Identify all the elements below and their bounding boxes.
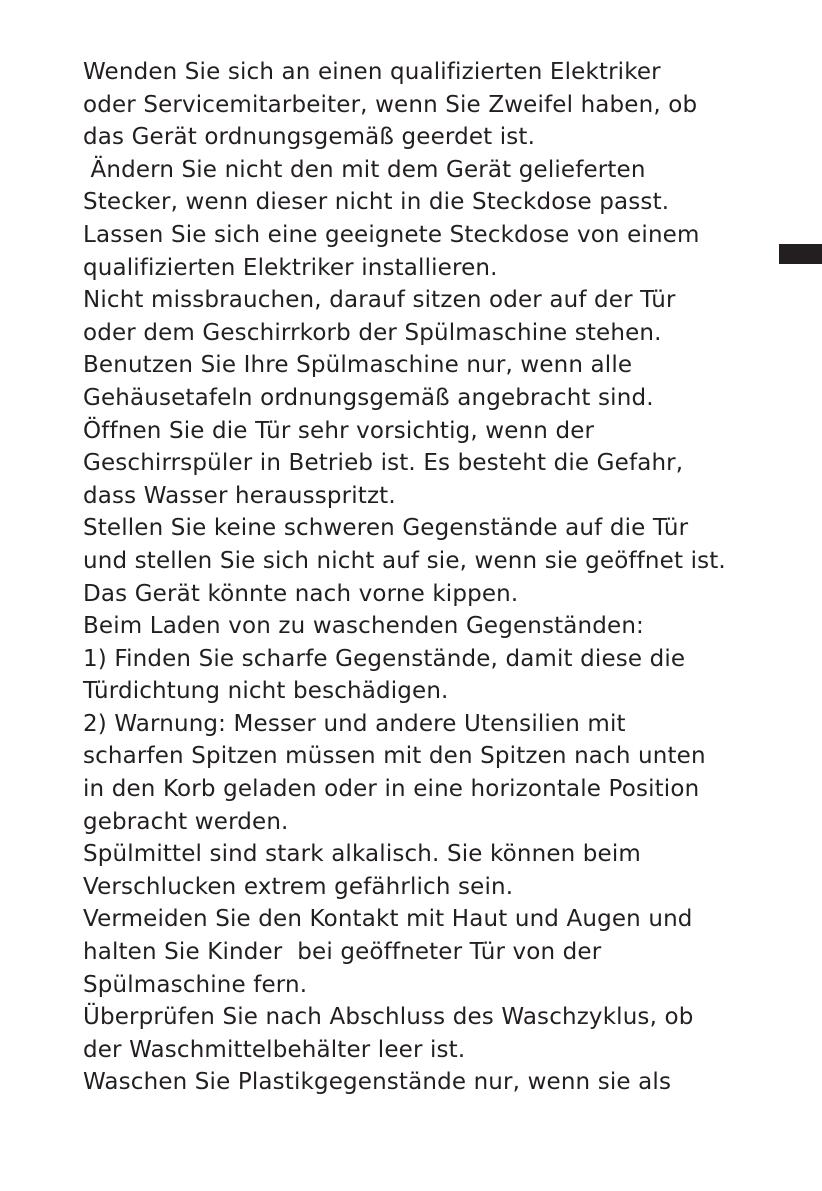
text-line: 1) Finden Sie scharfe Gegenstände, damit diese die <box>83 645 686 672</box>
text-line: Waschen Sie Plastikgegenstände nur, wenn sie als <box>83 1069 672 1096</box>
text-line: Gehäusetafeln ordnungsgemäß angebracht sind. <box>83 384 654 411</box>
text-line: scharfen Spitzen müssen mit den Spitzen nach unten <box>83 743 706 770</box>
text-line: Geschirrspüler in Betrieb ist. Es besteht die Gefahr, <box>83 450 684 477</box>
text-line: Überprüfen Sie nach Abschluss des Waschzyklus, ob <box>83 1004 694 1031</box>
text-line: oder dem Geschirrkorb der Spülmaschine stehen. <box>83 319 662 346</box>
text-line: dass Wasser herausspritzt. <box>83 482 396 509</box>
text-line: Stellen Sie keine schweren Gegenstände auf die Tür <box>83 515 689 542</box>
text-line: Nicht missbrauchen, darauf sitzen oder auf der Tür <box>83 287 676 314</box>
text-line: halten Sie Kinder bei geöffneter Tür von der <box>83 939 602 966</box>
text-line: qualifizierten Elektriker installieren. <box>83 254 498 281</box>
section-edge-tab <box>779 244 822 264</box>
text-line: der Waschmittelbehälter leer ist. <box>83 1036 466 1063</box>
text-line: Das Gerät könnte nach vorne kippen. <box>83 580 519 607</box>
text-line: Vermeiden Sie den Kontakt mit Haut und Augen und <box>83 906 693 933</box>
text-line: Öffnen Sie die Tür sehr vorsichtig, wenn der <box>83 417 595 444</box>
text-line: Spülmittel sind stark alkalisch. Sie können beim <box>83 841 641 868</box>
text-line: gebracht werden. <box>83 808 289 835</box>
text-line: Türdichtung nicht beschädigen. <box>83 678 449 705</box>
text-line: Spülmaschine fern. <box>83 971 308 998</box>
text-line: Lassen Sie sich eine geeignete Steckdose von einem <box>83 221 700 248</box>
safety-instructions-text <box>83 56 783 1099</box>
text-line: und stellen Sie sich nicht auf sie, wenn sie geöffnet ist. <box>83 547 726 574</box>
text-line: Beim Laden von zu waschenden Gegenständen: <box>83 613 644 640</box>
text-line: das Gerät ordnungsgemäß geerdet ist. <box>83 124 536 151</box>
text-line: in den Korb geladen oder in eine horizontale Position <box>83 776 700 803</box>
text-line: Wenden Sie sich an einen qualifizierten Elektriker <box>83 59 661 85</box>
text-line: oder Servicemitarbeiter, wenn Sie Zweifel haben, ob <box>83 91 698 118</box>
text-line: Benutzen Sie Ihre Spülmaschine nur, wenn alle <box>83 352 633 379</box>
text-line: 2) Warnung: Messer und andere Utensilien mit <box>83 710 626 737</box>
text-line: Stecker, wenn dieser nicht in die Steckdose passt. <box>83 189 670 216</box>
text-line: Verschlucken extrem gefährlich sein. <box>83 873 514 900</box>
text-line: Ändern Sie nicht den mit dem Gerät gelieferten <box>83 156 646 183</box>
